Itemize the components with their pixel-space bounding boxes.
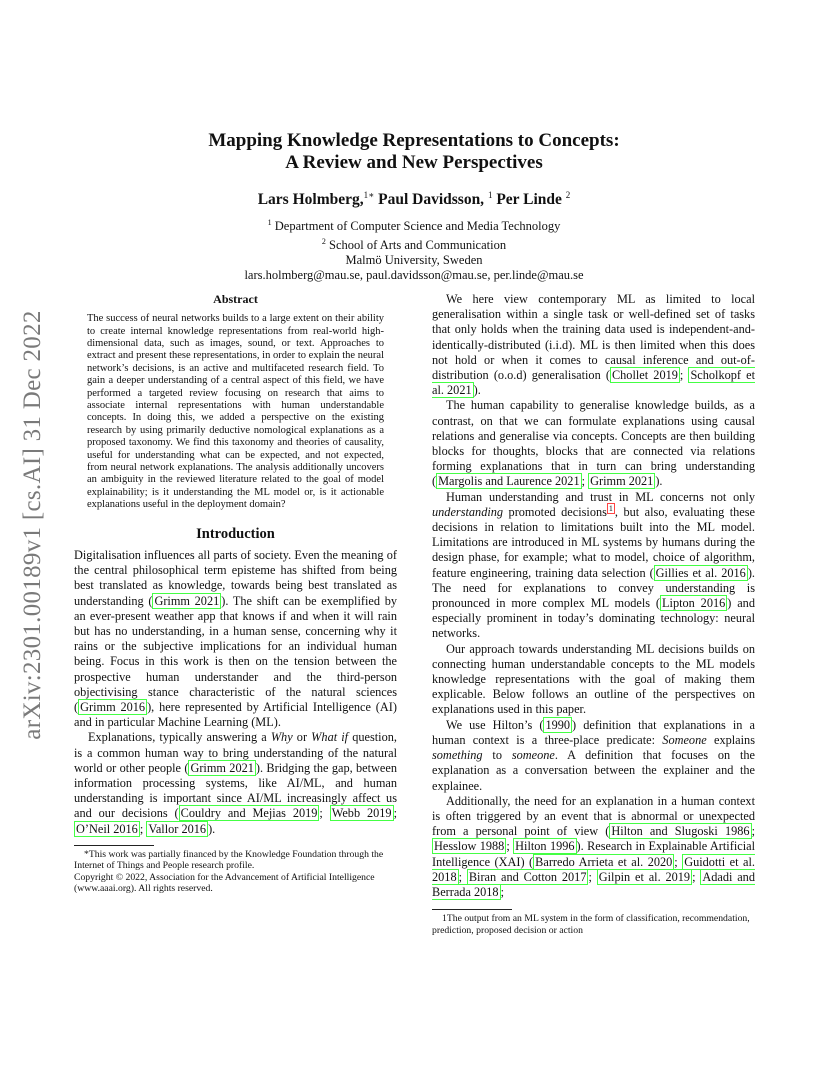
right-paragraph-5 (432, 718, 755, 794)
left-column (74, 292, 397, 894)
author-2: Paul Davidsson, (374, 191, 488, 209)
citation-link[interactable]: Vallor 2016 (148, 821, 207, 836)
affiliation-3: Malmö University, Sweden (345, 253, 483, 268)
author-3-sup: 2 (565, 190, 571, 200)
title-line-1: Mapping Knowledge Representations to Concepts: (208, 130, 620, 151)
citation-link[interactable]: Grimm 2021 (590, 474, 654, 489)
text-run: Digitalisation influences all parts of society. Even the meaning of the central philosophical term episteme has shifted from being best translated as knowledge, towards being best translated as understanding ( (74, 547, 397, 608)
text-run: We use Hilton’s ( (446, 717, 544, 732)
text-run: ; (319, 806, 330, 821)
text-run: promoted decisions (503, 504, 607, 519)
right-paragraph-3 (432, 490, 755, 642)
citation-link[interactable]: Grimm 2021 (154, 593, 220, 608)
author-list (100, 190, 728, 209)
citation-link[interactable]: Barredo Arrieta et al. 2020 (535, 854, 673, 869)
right-paragraph-1 (432, 292, 755, 398)
affil-1-text: Department of Computer Science and Media Technology (271, 219, 561, 234)
citation-link[interactable]: Margolis and Laurence 2021 (438, 474, 580, 489)
author-3: Per Linde (492, 191, 566, 209)
citation-link[interactable]: 1990 (545, 717, 571, 732)
text-run: . A definition that focuses on the explanation as a conversation between the explainer and the explainee. (432, 748, 755, 793)
right-paragraph-6 (432, 794, 755, 900)
emphasis: What if (311, 730, 349, 745)
citation-link[interactable]: Couldry and Mejias 2019 (180, 806, 318, 821)
text-run: ; (506, 839, 514, 854)
emphasis: understanding (432, 504, 504, 519)
citation-link[interactable]: Gilpin et al. 2019 (598, 869, 691, 884)
text-run: ). (208, 821, 216, 836)
text-run: ; (751, 824, 755, 839)
text-run: ; (458, 869, 467, 884)
text-run: ). Research in Explainable Artificial Intelligence (XAI) ( (432, 839, 755, 869)
affiliations (100, 215, 728, 283)
citation-link[interactable]: Hesslow 1988 (434, 839, 505, 854)
author-1: Lars Holmberg, (257, 191, 364, 209)
citation-link[interactable]: Hilton and Slugoski 1986 (611, 824, 750, 839)
footnote-rule (432, 909, 512, 910)
intro-paragraph-1 (74, 548, 397, 730)
text-run: , but also, evaluating these decisions in relation to limitations built into the ML model. Limitations are introduced in ML systems by humans during the design phase, for example; what to model, choice of algorithm, feature engineering, training data selection ( (432, 504, 755, 580)
citation-link[interactable]: O’Neil 2016 (76, 821, 138, 836)
intro-paragraph-2 (74, 730, 397, 836)
citation-link[interactable]: Adadi and Berrada 2018 (432, 869, 755, 899)
paper-header (100, 130, 728, 283)
arxiv-id-text: arXiv:2301.00189v1 [cs.AI] 31 Dec 2022 (19, 310, 46, 740)
text-run: or (292, 730, 312, 745)
emphasis: someone (511, 748, 555, 763)
text-run: ) and especially prominent in today’s dominating technology: neural networks. (432, 596, 755, 641)
right-column (432, 292, 755, 936)
citation-link[interactable]: Grimm 2016 (80, 699, 146, 714)
text-run: to (482, 748, 512, 763)
title-line-2: A Review and New Perspectives (285, 152, 543, 173)
text-run: question, is a common human way to bring understanding of the natural world or other people ( (74, 730, 397, 775)
citation-link[interactable]: Lipton 2016 (662, 596, 726, 611)
citation-link[interactable]: Scholkopf et al. 2021 (432, 368, 756, 398)
text-run: explains (706, 732, 755, 747)
footnote-link[interactable]: 1 (608, 503, 613, 513)
text-run: ). (655, 474, 663, 489)
text-run: ; (692, 869, 701, 884)
text-run: The human capability to generalise knowledge builds, as a contrast, on that we can formulate explanations using causal relations and generalise via concepts. Concepts are then building blocks for thoughts, blocks that are connected via relations forming explanations that in turn can bring understanding ( (432, 398, 755, 489)
text-run: ). The shift can be exemplified by an ever-present weather app that knows if and when it will rain but has no understanding, in a human sense, concerning why it rains or the subjective implications for an individual human being. Focus in this work is then on the tension between the prospective human understander and the third-person objectivising stance characteristic of the natural sciences ( (74, 593, 397, 714)
text-run: ). Bridging the gap, between information processing systems, like AI/ML, and human understanding is important since AI/ML increasingly affect us and our decisions ( (74, 760, 397, 821)
text-run: Explanations, typically answering a (88, 730, 271, 745)
emphasis: something (432, 748, 483, 763)
affiliation-1 (100, 215, 728, 234)
right-paragraph-2 (432, 398, 755, 489)
funding-footnote: *This work was partially financed by the Knowledge Foundation through the Internet of Things and People research profile. (74, 848, 384, 872)
affil-2-sup: 2 (321, 237, 326, 247)
text-run: ; (139, 821, 147, 836)
affil-1-sup: 1 (267, 218, 272, 228)
text-run: We here view contemporary ML as limited to local generalisation within a single task or well-defined set of tasks that only holds when the training data used is independent-and-identically-distributed (i.i.d). ML is then limited when this does not hold or when it comes to causal inference and out-of-distribution (o.o.d) generalisation ( (432, 292, 755, 383)
abstract-text: The success of neural networks builds to a large extent on their ability to create internal knowledge representations from real-world high-dimensional data, such as images, sound, or text. Approaches to extract and present these representations, in order to explain the neural network’s decisions, is an active and multifaceted research field. To gain a deeper understanding of a central aspect of this field, we have performed a targeted review focusing on research that aims to associate internal representations with human understandable concepts. In doing this, we added a perspective on the existing research by using primarily deductive nomological explanations as a proposed taxonomy. We find this taxonomy and theories of causality, useful for understanding what can be expected, and not expected, from neural network explanations. The analysis additionally uncovers an ambiguity in the reviewed literature related to the goal of model explainability; is it understanding the ML model or, is it actionable explanations useful in the deployment domain? (87, 313, 384, 511)
author-1-sup: 1∗ (363, 190, 375, 200)
text-run: ; (393, 806, 397, 821)
text-run: Additionally, the need for an explanation in a human context is often triggered by an event that is abnormal or unexpected from a personal point of view ( (432, 793, 755, 839)
emphasis: Why (270, 730, 293, 745)
text-run: ; (588, 869, 597, 884)
citation-link[interactable]: Grimm 2021 (190, 760, 254, 775)
citation-link[interactable]: Hilton 1996 (515, 839, 575, 854)
text-run: ; (581, 474, 589, 489)
text-run: ; (674, 854, 683, 869)
text-run: ). (473, 383, 481, 398)
citation-link[interactable]: Chollet 2019 (611, 368, 678, 383)
abstract-heading: Abstract (213, 292, 258, 306)
affil-2-text: School of Arts and Communication (325, 238, 507, 253)
text-run: ), here represented by Artificial Intelligence (AI) and in particular Machine Learning (ML). (74, 699, 397, 730)
footnote-1: 1The output from an ML system in the form of classification, recommendation, prediction, proposed decision or action (432, 913, 750, 936)
text-run: ; (500, 884, 505, 899)
text-run: ). The need for explanations to convey understanding is pronounced in more complex ML models ( (432, 565, 755, 611)
left-footnotes (74, 849, 397, 895)
text-run: Human understanding and trust in ML concerns not only (446, 489, 755, 504)
author-emails[interactable]: lars.holmberg@mau.se, paul.davidsson@mau.se, per.linde@mau.se (244, 268, 584, 283)
citation-link[interactable]: Webb 2019 (331, 806, 392, 821)
copyright-notice: Copyright © 2022, Association for the Advancement of Artificial Intelligence (www.aaai.org). All rights reserved. (74, 871, 375, 894)
emphasis: Someone (662, 732, 707, 747)
arxiv-identifier (16, 290, 50, 760)
right-footnote (432, 913, 755, 936)
author-2-sup: 1 (487, 190, 493, 200)
introduction-heading: Introduction (196, 525, 275, 542)
paper-title (100, 130, 728, 174)
citation-link[interactable]: Guidotti et al. 2018 (432, 854, 755, 884)
citation-link[interactable]: Biran and Cotton 2017 (468, 869, 587, 884)
text-run: ; (679, 368, 689, 383)
citation-link[interactable]: Gillies et al. 2016 (655, 565, 746, 580)
text-run: ) definition that explanations in a human context is a three-place predicate: (432, 717, 755, 747)
footnote-rule (74, 845, 154, 846)
right-paragraph-4: Our approach towards understanding ML decisions builds on connecting human understandable concepts to the ML models knowledge representations with the goal of making them explicable. Below follows an outline of the perspectives on explanations used in this paper. (432, 641, 755, 717)
affiliation-2 (100, 234, 728, 253)
